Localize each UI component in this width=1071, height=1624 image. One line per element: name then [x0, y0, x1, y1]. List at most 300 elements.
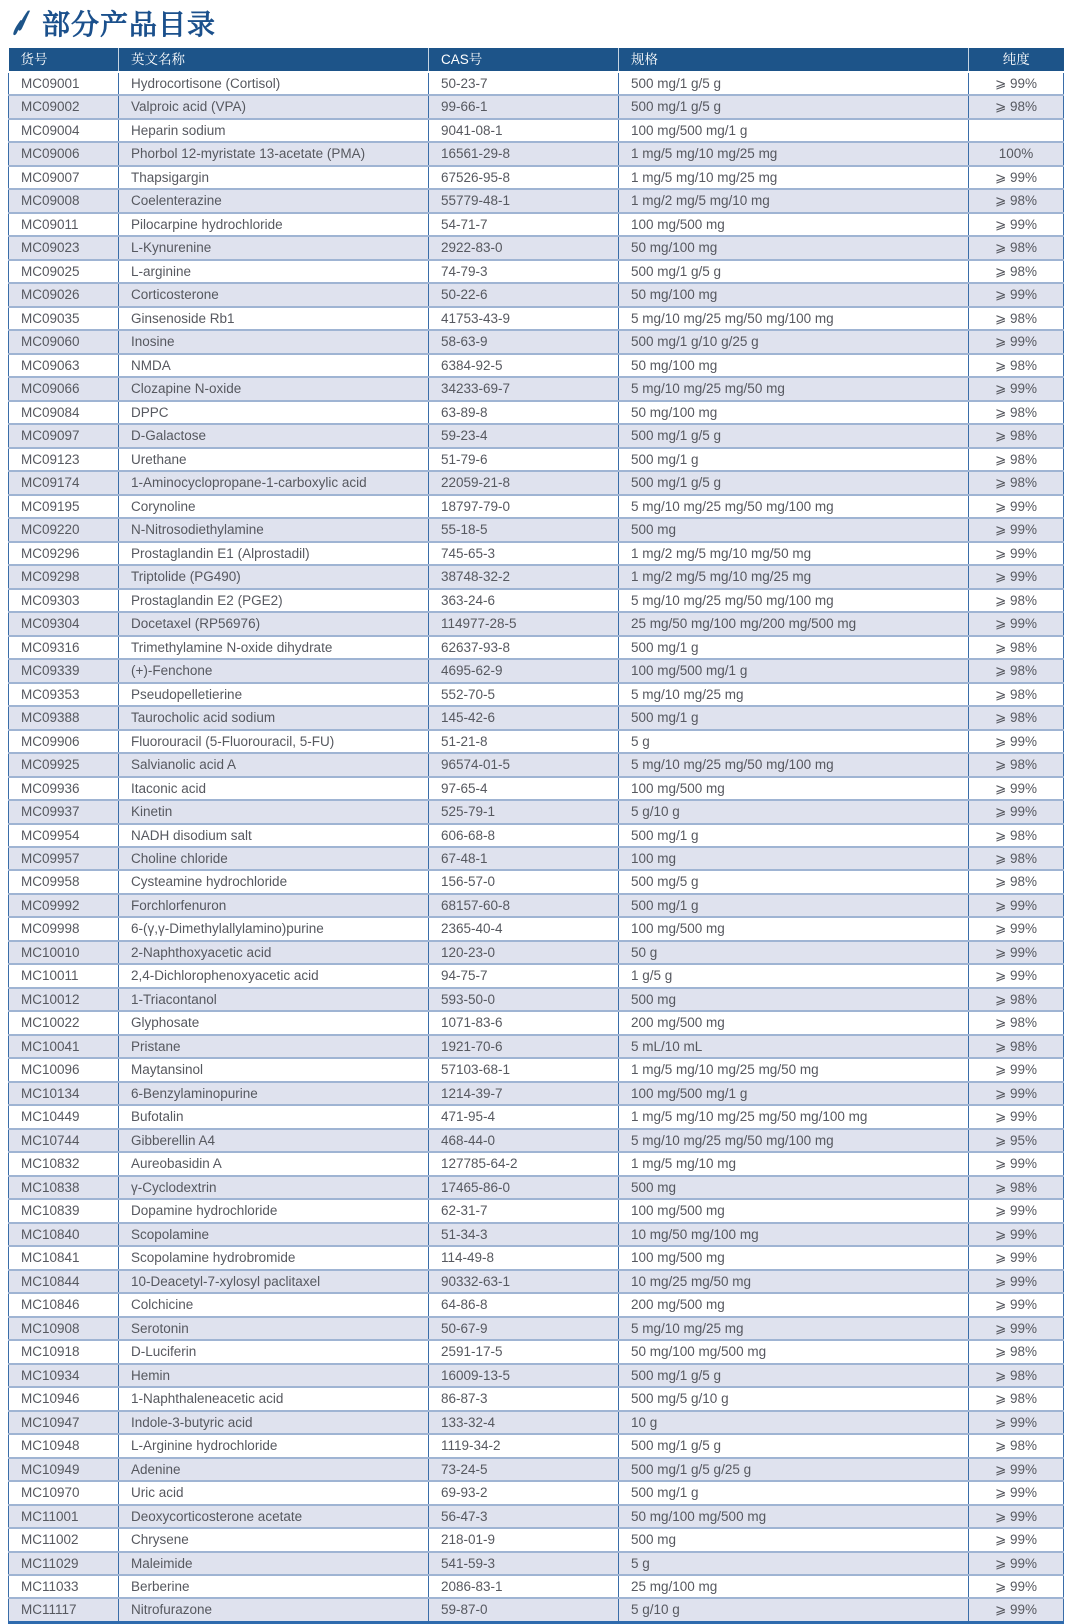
cell-spec: 500 mg/1 g/5 g/25 g — [619, 1458, 969, 1481]
cell-cas: 97-65-4 — [429, 777, 619, 800]
table-row — [9, 377, 1064, 400]
cell-spec: 10 mg/50 mg/100 mg — [619, 1223, 969, 1246]
cell-cas: 50-22-6 — [429, 283, 619, 306]
table-row — [9, 495, 1064, 518]
cell-purity: ⩾ 99% — [969, 1223, 1064, 1246]
cell-cas: 51-79-6 — [429, 448, 619, 471]
table-row — [9, 542, 1064, 565]
cell-spec: 5 g/10 g — [619, 1598, 969, 1622]
cell-cas: 22059-21-8 — [429, 471, 619, 494]
cell-code: MC10918 — [9, 1340, 119, 1363]
cell-spec: 100 mg/500 mg/1 g — [619, 659, 969, 682]
table-row — [9, 189, 1064, 212]
table-row — [9, 612, 1064, 635]
cell-name: Chrysene — [119, 1528, 429, 1551]
cell-purity: ⩾ 98% — [969, 636, 1064, 659]
cell-name: Phorbol 12-myristate 13-acetate (PMA) — [119, 142, 429, 165]
cell-purity: ⩾ 99% — [969, 1552, 1064, 1575]
cell-spec: 500 mg — [619, 518, 969, 541]
cell-cas: 59-87-0 — [429, 1598, 619, 1622]
cell-code: MC10949 — [9, 1458, 119, 1481]
cell-purity: ⩾ 99% — [969, 377, 1064, 400]
cell-purity: ⩾ 98% — [969, 988, 1064, 1011]
table-row — [9, 424, 1064, 447]
cell-name: Berberine — [119, 1575, 429, 1598]
table-row — [9, 730, 1064, 753]
table-row — [9, 1176, 1064, 1199]
table-row — [9, 518, 1064, 541]
cell-cas: 133-32-4 — [429, 1411, 619, 1434]
cell-cas: 55-18-5 — [429, 518, 619, 541]
cell-code: MC09011 — [9, 213, 119, 236]
cell-cas: 34233-69-7 — [429, 377, 619, 400]
table-header-row — [9, 48, 1064, 72]
cell-code: MC10846 — [9, 1293, 119, 1316]
cell-purity: ⩾ 98% — [969, 1387, 1064, 1410]
cell-purity: ⩾ 99% — [969, 894, 1064, 917]
table-row — [9, 1129, 1064, 1152]
cell-code: MC09298 — [9, 565, 119, 588]
cell-code: MC09097 — [9, 424, 119, 447]
cell-spec: 500 mg/1 g — [619, 894, 969, 917]
table-row — [9, 917, 1064, 940]
cell-cas: 525-79-1 — [429, 800, 619, 823]
cell-cas: 16009-13-5 — [429, 1364, 619, 1387]
cell-code: MC10010 — [9, 941, 119, 964]
table-row — [9, 1364, 1064, 1387]
cell-cas: 16561-29-8 — [429, 142, 619, 165]
cell-name: Urethane — [119, 448, 429, 471]
cell-purity: ⩾ 98% — [969, 659, 1064, 682]
cell-purity: ⩾ 99% — [969, 1458, 1064, 1481]
cell-purity: ⩾ 99% — [969, 1317, 1064, 1340]
cell-purity: ⩾ 99% — [969, 565, 1064, 588]
cell-code: MC09023 — [9, 236, 119, 259]
cell-name: Salvianolic acid A — [119, 753, 429, 776]
table-row — [9, 1199, 1064, 1222]
cell-purity: ⩾ 98% — [969, 847, 1064, 870]
table-row — [9, 1105, 1064, 1128]
cell-name: Pristane — [119, 1035, 429, 1058]
cell-cas: 114-49-8 — [429, 1246, 619, 1269]
cell-name: Bufotalin — [119, 1105, 429, 1128]
header-name: 英文名称 — [119, 48, 429, 72]
cell-spec: 500 mg/1 g — [619, 706, 969, 729]
cell-name: Colchicine — [119, 1293, 429, 1316]
cell-cas: 38748-32-2 — [429, 565, 619, 588]
cell-code: MC09123 — [9, 448, 119, 471]
table-row — [9, 753, 1064, 776]
cell-name: Hydrocortisone (Cortisol) — [119, 72, 429, 95]
cell-purity: ⩾ 99% — [969, 1246, 1064, 1269]
cell-cas: 17465-86-0 — [429, 1176, 619, 1199]
cell-code: MC09025 — [9, 260, 119, 283]
cell-purity: ⩾ 99% — [969, 1082, 1064, 1105]
cell-name: Glyphosate — [119, 1011, 429, 1034]
cell-name: Inosine — [119, 330, 429, 353]
cell-name: Scopolamine hydrobromide — [119, 1246, 429, 1269]
header-cas: CAS号 — [429, 48, 619, 72]
cell-cas: 50-67-9 — [429, 1317, 619, 1340]
cell-spec: 5 mg/10 mg/25 mg/50 mg/100 mg — [619, 589, 969, 612]
cell-purity: ⩾ 98% — [969, 189, 1064, 212]
cell-cas: 50-23-7 — [429, 72, 619, 95]
cell-spec: 100 mg/500 mg/1 g — [619, 119, 969, 142]
table-row — [9, 1528, 1064, 1551]
cell-spec: 500 mg/1 g/5 g — [619, 95, 969, 118]
cell-name: N-Nitrosodiethylamine — [119, 518, 429, 541]
cell-name: 2-Naphthoxyacetic acid — [119, 941, 429, 964]
cell-name: Valproic acid (VPA) — [119, 95, 429, 118]
cell-purity: ⩾ 99% — [969, 213, 1064, 236]
cell-code: MC10970 — [9, 1481, 119, 1504]
cell-cas: 73-24-5 — [429, 1458, 619, 1481]
cell-code: MC11002 — [9, 1528, 119, 1551]
cell-cas: 63-89-8 — [429, 401, 619, 424]
cell-code: MC09957 — [9, 847, 119, 870]
table-row — [9, 1293, 1064, 1316]
header-code: 货号 — [9, 48, 119, 72]
cell-name: γ-Cyclodextrin — [119, 1176, 429, 1199]
table-row — [9, 95, 1064, 118]
table-row — [9, 448, 1064, 471]
cell-spec: 5 g — [619, 1552, 969, 1575]
cell-name: Indole-3-butyric acid — [119, 1411, 429, 1434]
table-row — [9, 706, 1064, 729]
cell-purity: ⩾ 99% — [969, 1528, 1064, 1551]
cell-code: MC10022 — [9, 1011, 119, 1034]
cell-cas: 96574-01-5 — [429, 753, 619, 776]
cell-name: Clozapine N-oxide — [119, 377, 429, 400]
cell-purity: ⩾ 98% — [969, 753, 1064, 776]
cell-name: Prostaglandin E2 (PGE2) — [119, 589, 429, 612]
cell-code: MC09060 — [9, 330, 119, 353]
cell-purity: ⩾ 99% — [969, 1411, 1064, 1434]
table-row — [9, 1505, 1064, 1528]
table-row — [9, 142, 1064, 165]
cell-code: MC11033 — [9, 1575, 119, 1598]
cell-cas: 18797-79-0 — [429, 495, 619, 518]
cell-code: MC09195 — [9, 495, 119, 518]
cell-code: MC10946 — [9, 1387, 119, 1410]
table-row — [9, 636, 1064, 659]
cell-cas: 94-75-7 — [429, 964, 619, 987]
cell-code: MC09006 — [9, 142, 119, 165]
cell-code: MC09304 — [9, 612, 119, 635]
cell-cas: 67526-95-8 — [429, 166, 619, 189]
cell-spec: 1 mg/5 mg/10 mg/25 mg — [619, 142, 969, 165]
cell-purity: ⩾ 99% — [969, 166, 1064, 189]
table-row — [9, 589, 1064, 612]
cell-purity: ⩾ 98% — [969, 824, 1064, 847]
cell-cas: 90332-63-1 — [429, 1270, 619, 1293]
cell-name: NMDA — [119, 354, 429, 377]
cell-spec: 500 mg/1 g — [619, 448, 969, 471]
cell-purity — [969, 119, 1064, 142]
cell-spec: 100 mg/500 mg — [619, 213, 969, 236]
cell-code: MC09316 — [9, 636, 119, 659]
cell-name: 1-Naphthaleneacetic acid — [119, 1387, 429, 1410]
cell-purity: ⩾ 98% — [969, 260, 1064, 283]
cell-spec: 5 mL/10 mL — [619, 1035, 969, 1058]
cell-spec: 1 mg/5 mg/10 mg/25 mg/50 mg — [619, 1058, 969, 1081]
cell-purity: ⩾ 98% — [969, 236, 1064, 259]
cell-code: MC09001 — [9, 72, 119, 95]
table-row — [9, 683, 1064, 706]
cell-code: MC09220 — [9, 518, 119, 541]
product-catalog-table — [8, 48, 1064, 1624]
cell-spec: 25 mg/50 mg/100 mg/200 mg/500 mg — [619, 612, 969, 635]
table-row — [9, 401, 1064, 424]
cell-spec: 5 mg/10 mg/25 mg/50 mg — [619, 377, 969, 400]
cell-name: Serotonin — [119, 1317, 429, 1340]
cell-code: MC10011 — [9, 964, 119, 987]
cell-purity: ⩾ 99% — [969, 1058, 1064, 1081]
cell-purity: ⩾ 99% — [969, 777, 1064, 800]
cell-cas: 120-23-0 — [429, 941, 619, 964]
cell-cas: 62637-93-8 — [429, 636, 619, 659]
cell-code: MC09339 — [9, 659, 119, 682]
cell-spec: 500 mg/1 g — [619, 636, 969, 659]
cell-purity: ⩾ 98% — [969, 1176, 1064, 1199]
cell-name: Fluorouracil (5-Fluorouracil, 5-FU) — [119, 730, 429, 753]
cell-purity: ⩾ 98% — [969, 1011, 1064, 1034]
table-row — [9, 283, 1064, 306]
cell-purity: ⩾ 99% — [969, 612, 1064, 635]
page-title-bar — [8, 4, 216, 46]
cell-cas: 4695-62-9 — [429, 659, 619, 682]
cell-cas: 57103-68-1 — [429, 1058, 619, 1081]
table-row — [9, 236, 1064, 259]
table-row — [9, 1317, 1064, 1340]
cell-spec: 200 mg/500 mg — [619, 1293, 969, 1316]
table-row — [9, 1411, 1064, 1434]
table-row — [9, 800, 1064, 823]
cell-cas: 51-21-8 — [429, 730, 619, 753]
cell-purity: ⩾ 99% — [969, 964, 1064, 987]
cell-purity: ⩾ 99% — [969, 518, 1064, 541]
table-row — [9, 307, 1064, 330]
cell-spec: 5 g/10 g — [619, 800, 969, 823]
table-row — [9, 1011, 1064, 1034]
cell-code: MC09925 — [9, 753, 119, 776]
table-row — [9, 1246, 1064, 1269]
cell-purity: ⩾ 99% — [969, 1270, 1064, 1293]
cell-name: Trimethylamine N-oxide dihydrate — [119, 636, 429, 659]
cell-code: MC10449 — [9, 1105, 119, 1128]
cell-name: Gibberellin A4 — [119, 1129, 429, 1152]
cell-code: MC09084 — [9, 401, 119, 424]
cell-spec: 50 mg/100 mg — [619, 283, 969, 306]
cell-name: Uric acid — [119, 1481, 429, 1504]
cell-name: NADH disodium salt — [119, 824, 429, 847]
cell-code: MC09296 — [9, 542, 119, 565]
cell-name: L-Kynurenine — [119, 236, 429, 259]
cell-purity: ⩾ 99% — [969, 72, 1064, 95]
table-row — [9, 1058, 1064, 1081]
cell-name: 2,4-Dichlorophenoxyacetic acid — [119, 964, 429, 987]
cell-name: Forchlorfenuron — [119, 894, 429, 917]
cell-spec: 500 mg/1 g/5 g — [619, 471, 969, 494]
cell-code: MC09008 — [9, 189, 119, 212]
cell-spec: 1 mg/2 mg/5 mg/10 mg — [619, 189, 969, 212]
table-row — [9, 72, 1064, 95]
cell-spec: 50 mg/100 mg/500 mg — [619, 1340, 969, 1363]
cell-name: Pseudopelletierine — [119, 683, 429, 706]
table-row — [9, 1035, 1064, 1058]
cell-name: Corticosterone — [119, 283, 429, 306]
cell-cas: 127785-64-2 — [429, 1152, 619, 1175]
cell-code: MC09066 — [9, 377, 119, 400]
cell-purity: ⩾ 98% — [969, 1035, 1064, 1058]
cell-purity: ⩾ 98% — [969, 683, 1064, 706]
cell-spec: 100 mg/500 mg — [619, 1246, 969, 1269]
table-row — [9, 1598, 1064, 1622]
table-row — [9, 964, 1064, 987]
cell-code: MC09035 — [9, 307, 119, 330]
cell-code: MC10744 — [9, 1129, 119, 1152]
cell-name: Itaconic acid — [119, 777, 429, 800]
cell-spec: 1 mg/2 mg/5 mg/10 mg/25 mg — [619, 565, 969, 588]
cell-spec: 500 mg/1 g/5 g — [619, 1434, 969, 1457]
cell-cas: 64-86-8 — [429, 1293, 619, 1316]
table-row — [9, 659, 1064, 682]
cell-cas: 62-31-7 — [429, 1199, 619, 1222]
cell-cas: 1119-34-2 — [429, 1434, 619, 1457]
cell-name: Dopamine hydrochloride — [119, 1199, 429, 1222]
table-row — [9, 1552, 1064, 1575]
cell-name: 6-(γ,γ-Dimethylallylamino)purine — [119, 917, 429, 940]
cell-cas: 1921-70-6 — [429, 1035, 619, 1058]
cell-purity: ⩾ 99% — [969, 730, 1064, 753]
cell-purity: ⩾ 99% — [969, 1105, 1064, 1128]
cell-spec: 1 mg/5 mg/10 mg — [619, 1152, 969, 1175]
cell-code: MC09936 — [9, 777, 119, 800]
cell-code: MC10841 — [9, 1246, 119, 1269]
cell-purity: ⩾ 99% — [969, 495, 1064, 518]
cell-purity: ⩾ 98% — [969, 424, 1064, 447]
table-row — [9, 1481, 1064, 1504]
cell-cas: 56-47-3 — [429, 1505, 619, 1528]
cell-cas: 41753-43-9 — [429, 307, 619, 330]
cell-code: MC10934 — [9, 1364, 119, 1387]
cell-code: MC09002 — [9, 95, 119, 118]
cell-spec: 100 mg — [619, 847, 969, 870]
cell-name: Pilocarpine hydrochloride — [119, 213, 429, 236]
cell-spec: 500 mg — [619, 1176, 969, 1199]
cell-purity: ⩾ 99% — [969, 1481, 1064, 1504]
cell-code: MC09004 — [9, 119, 119, 142]
cell-spec: 500 mg/1 g — [619, 1481, 969, 1504]
cell-purity: ⩾ 99% — [969, 1199, 1064, 1222]
cell-cas: 54-71-7 — [429, 213, 619, 236]
cell-cas: 2086-83-1 — [429, 1575, 619, 1598]
cell-spec: 5 mg/10 mg/25 mg/50 mg/100 mg — [619, 753, 969, 776]
cell-spec: 5 mg/10 mg/25 mg — [619, 683, 969, 706]
cell-spec: 5 mg/10 mg/25 mg — [619, 1317, 969, 1340]
table-row — [9, 988, 1064, 1011]
cell-spec: 50 mg/100 mg — [619, 236, 969, 259]
cell-name: Ginsenoside Rb1 — [119, 307, 429, 330]
cell-cas: 1214-39-7 — [429, 1082, 619, 1105]
cell-cas: 58-63-9 — [429, 330, 619, 353]
cell-spec: 1 mg/5 mg/10 mg/25 mg — [619, 166, 969, 189]
cell-spec: 10 mg/25 mg/50 mg — [619, 1270, 969, 1293]
cell-spec: 500 mg — [619, 1528, 969, 1551]
cell-purity: ⩾ 98% — [969, 1434, 1064, 1457]
cell-code: MC10908 — [9, 1317, 119, 1340]
cell-purity: ⩾ 99% — [969, 1598, 1064, 1622]
header-purity: 纯度 — [969, 48, 1064, 72]
table-row — [9, 1270, 1064, 1293]
cell-name: D-Galactose — [119, 424, 429, 447]
cell-name: Scopolamine — [119, 1223, 429, 1246]
cell-cas: 606-68-8 — [429, 824, 619, 847]
cell-purity: ⩾ 98% — [969, 1340, 1064, 1363]
cell-code: MC09998 — [9, 917, 119, 940]
cell-code: MC10096 — [9, 1058, 119, 1081]
cell-spec: 500 mg/1 g/10 g/25 g — [619, 330, 969, 353]
cell-spec: 10 g — [619, 1411, 969, 1434]
cell-name: Thapsigargin — [119, 166, 429, 189]
cell-spec: 1 g/5 g — [619, 964, 969, 987]
cell-spec: 100 mg/500 mg — [619, 777, 969, 800]
cell-cas: 541-59-3 — [429, 1552, 619, 1575]
cell-spec: 5 mg/10 mg/25 mg/50 mg/100 mg — [619, 495, 969, 518]
cell-purity: ⩾ 98% — [969, 471, 1064, 494]
cell-purity: ⩾ 99% — [969, 542, 1064, 565]
cell-cas: 1071-83-6 — [429, 1011, 619, 1034]
cell-purity: 100% — [969, 142, 1064, 165]
cell-spec: 200 mg/500 mg — [619, 1011, 969, 1034]
cell-spec: 500 mg/5 g/10 g — [619, 1387, 969, 1410]
cell-cas: 55779-48-1 — [429, 189, 619, 212]
cell-purity: ⩾ 98% — [969, 706, 1064, 729]
cell-purity: ⩾ 99% — [969, 330, 1064, 353]
cell-cas: 471-95-4 — [429, 1105, 619, 1128]
cell-purity: ⩾ 99% — [969, 1152, 1064, 1175]
cell-code: MC10838 — [9, 1176, 119, 1199]
cell-name: 1-Aminocyclopropane-1-carboxylic acid — [119, 471, 429, 494]
cell-spec: 50 mg/100 mg/500 mg — [619, 1505, 969, 1528]
cell-name: Prostaglandin E1 (Alprostadil) — [119, 542, 429, 565]
cell-name: Choline chloride — [119, 847, 429, 870]
cell-spec: 500 mg/1 g/5 g — [619, 72, 969, 95]
cell-code: MC10839 — [9, 1199, 119, 1222]
table-row — [9, 1223, 1064, 1246]
table-row — [9, 471, 1064, 494]
cell-purity: ⩾ 98% — [969, 448, 1064, 471]
cell-purity: ⩾ 98% — [969, 95, 1064, 118]
cell-spec: 500 mg/1 g/5 g — [619, 424, 969, 447]
table-row — [9, 166, 1064, 189]
cell-purity: ⩾ 99% — [969, 1505, 1064, 1528]
cell-cas: 59-23-4 — [429, 424, 619, 447]
table-row — [9, 847, 1064, 870]
cell-spec: 500 mg — [619, 988, 969, 1011]
cell-name: DPPC — [119, 401, 429, 424]
table-row — [9, 330, 1064, 353]
cell-cas: 69-93-2 — [429, 1481, 619, 1504]
cell-cas: 2365-40-4 — [429, 917, 619, 940]
table-row — [9, 1575, 1064, 1598]
cell-code: MC11029 — [9, 1552, 119, 1575]
cell-name: Hemin — [119, 1364, 429, 1387]
cell-spec: 500 mg/1 g/5 g — [619, 1364, 969, 1387]
cell-code: MC10134 — [9, 1082, 119, 1105]
cell-name: Cysteamine hydrochloride — [119, 870, 429, 893]
table-row — [9, 119, 1064, 142]
